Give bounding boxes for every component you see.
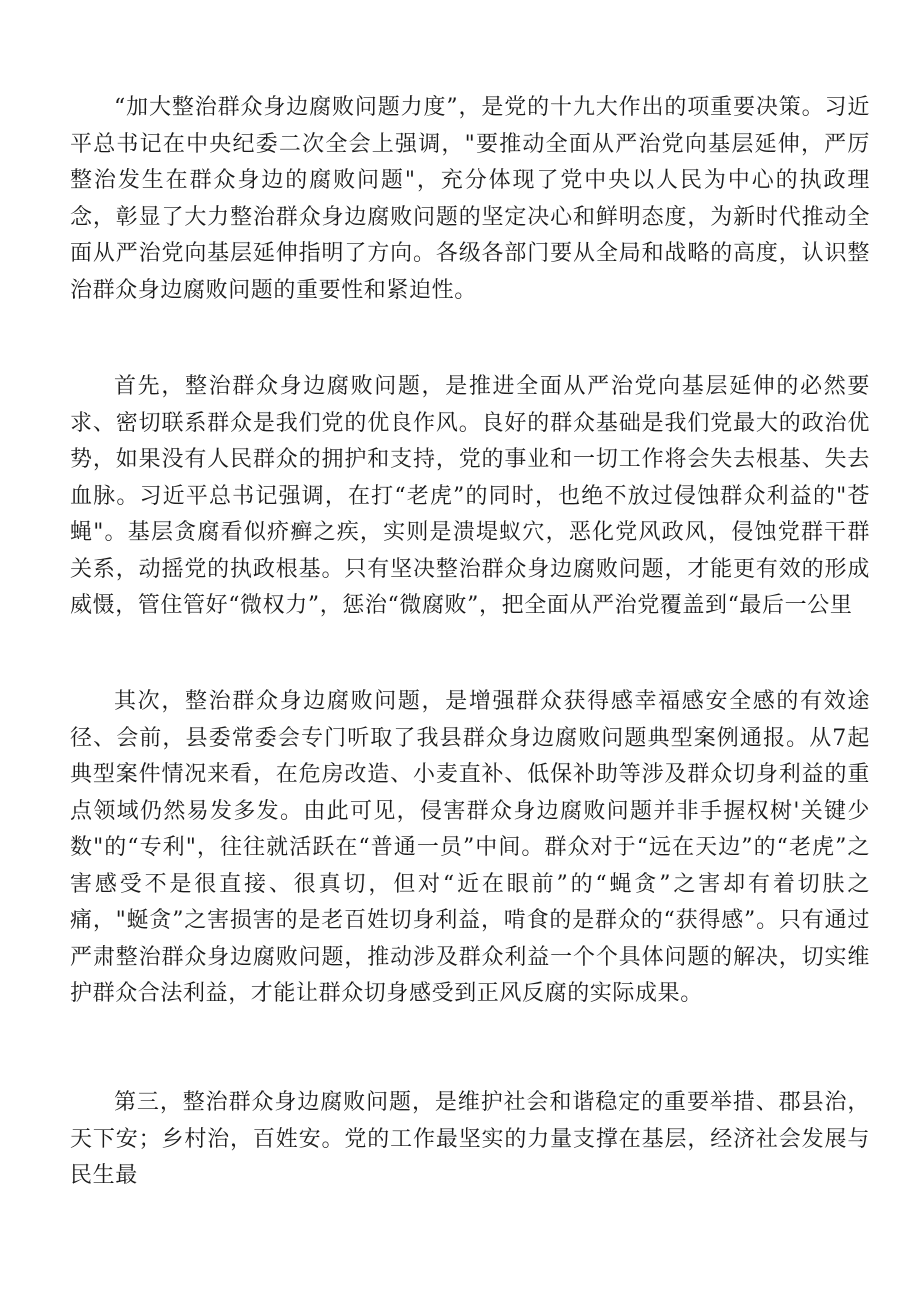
paragraph-1: “加大整治群众身边腐败问题力度”，是党的十九大作出的项重要决策。习近平总书记在中央纪委二次全会上强调，"要推动全面从严治党向基层延伸，严厉整治发生在群众身边的腐败问题"，充分体现了党中央以人民为中心的执政理念，彰显了大力整治群众身边腐败问题的坚定决心和鲜明态度，为新时代推动全面从严治党向基层延伸指明了方向。各级各部门要从全局和战略的高度，认识整治群众身边腐败问题的重要性和紧迫性。 xyxy=(70,95,870,303)
paragraph-3: 其次，整治群众身边腐败问题，是增强群众获得感幸福感安全感的有效途径、会前，县委常委会专门听取了我县群众身边腐败问题典型案例通报。从7起典型案件情况来看，在危房改造、小麦直补、低保补助等涉及群众切身利益的重点领域仍然易发多发。由此可见，侵害群众身边腐败问题并非手握权树'关键少数"的“专利"，往往就活跃在“普通一员”中间。群众对于“远在天边”的“老虎”之害感受不是很直接、很真切，但对“近在眼前”的“蝇贪”之害却有着切肤之痛，"蜒贪”之害损害的是老百姓切身利益，啃食的是群众的“获得感”。只有通过严肃整治群众身边腐败问题，推动涉及群众利益一个个具体问题的解决，切实维护群众合法利益，才能让群众切身感受到正风反腐的实际成果。 xyxy=(70,689,870,1006)
paragraph-2: 首先，整治群众身边腐败问题，是推进全面从严治党向基层延伸的必然要求、密切联系群众是我们党的优良作风。良好的群众基础是我们党最大的政治优势，如果没有人民群众的拥护和支持，党的事业和一切工作将会失去根基、失去血脉。习近平总书记强调，在打“老虎”的同时，也绝不放过侵蚀群众利益的"苍蝇"。基层贪腐看似疥癣之疾，实则是溃堤蚁穴，恶化党风政风，侵蚀党群干群关系，动摇党的执政根基。只有坚决整治群众身边腐败问题，才能更有效的形成威慑，管住管好“微权力”，惩治“微腐败”，把全面从严治党覆盖到“最后一公里 xyxy=(70,374,870,618)
paragraph-4: 第三，整治群众身边腐败问题，是维护社会和谐稳定的重要举措、郡县治，天下安；乡村治，百姓安。党的工作最坚实的力量支撑在基层，经济社会发展与民生最 xyxy=(70,1090,870,1188)
